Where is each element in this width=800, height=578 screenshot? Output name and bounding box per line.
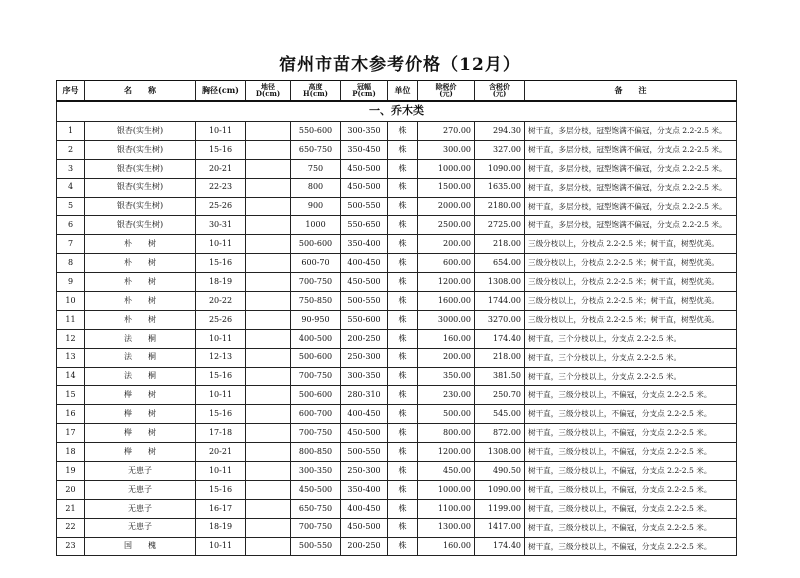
cell-name: 银杏(实生树) bbox=[85, 216, 196, 235]
col-header-ground-diameter bbox=[246, 81, 291, 101]
cell-height: 400-500 bbox=[291, 329, 341, 348]
cell-crown: 280-310 bbox=[341, 386, 388, 405]
cell-pretax-price: 230.00 bbox=[418, 386, 475, 405]
cell-pretax-price: 1300.00 bbox=[418, 518, 475, 537]
cell-pretax-price: 1000.00 bbox=[418, 480, 475, 499]
cell-pretax-price: 1100.00 bbox=[418, 499, 475, 518]
cell-name: 朴 树 bbox=[85, 292, 196, 311]
cell-height: 800-850 bbox=[291, 443, 341, 462]
cell-crown: 200-250 bbox=[341, 537, 388, 556]
col-header-tax-price bbox=[475, 81, 525, 101]
cell-note: 树干直，三级分枝以上，不偏冠，分支点 2.2-2.5 米。 bbox=[525, 443, 737, 462]
cell-pretax-price: 800.00 bbox=[418, 424, 475, 443]
cell-ground-diameter bbox=[246, 405, 291, 424]
cell-height: 700-750 bbox=[291, 518, 341, 537]
cell-tax-price: 1308.00 bbox=[475, 443, 525, 462]
cell-note: 树干直，多层分枝，冠型饱满不偏冠，分支点 2.2-2.5 米。 bbox=[525, 197, 737, 216]
cell-ground-diameter bbox=[246, 443, 291, 462]
section-title: 一、乔木类 bbox=[57, 101, 737, 122]
cell-index: 7 bbox=[57, 235, 85, 254]
cell-note: 树干直，三级分枝以上，不偏冠，分支点 2.2-2.5 米。 bbox=[525, 518, 737, 537]
cell-unit: 株 bbox=[388, 140, 418, 159]
cell-index: 20 bbox=[57, 480, 85, 499]
cell-crown: 550-600 bbox=[341, 310, 388, 329]
cell-height: 600-700 bbox=[291, 405, 341, 424]
cell-dbh: 15-16 bbox=[196, 254, 246, 273]
cell-index: 10 bbox=[57, 292, 85, 311]
cell-height: 500-600 bbox=[291, 386, 341, 405]
cell-height: 500-600 bbox=[291, 348, 341, 367]
cell-height: 500-550 bbox=[291, 537, 341, 556]
cell-pretax-price: 160.00 bbox=[418, 329, 475, 348]
cell-unit: 株 bbox=[388, 273, 418, 292]
table-row bbox=[57, 122, 737, 141]
cell-pretax-price: 1500.00 bbox=[418, 178, 475, 197]
pretax-header-line2: (元) bbox=[439, 89, 453, 99]
cell-name: 朴 树 bbox=[85, 273, 196, 292]
cell-tax-price: 3270.00 bbox=[475, 310, 525, 329]
col-header-dbh: 胸径(cm) bbox=[196, 81, 246, 101]
page-title: 宿州市苗木参考价格（12月） bbox=[279, 55, 521, 75]
cell-name: 朴 树 bbox=[85, 235, 196, 254]
col-header-note: 备 注 bbox=[525, 81, 737, 101]
col-header-unit: 单位 bbox=[388, 81, 418, 101]
cell-index: 19 bbox=[57, 462, 85, 481]
cell-ground-diameter bbox=[246, 216, 291, 235]
cell-height: 550-600 bbox=[291, 122, 341, 141]
cell-note: 树干直，多层分枝，冠型饱满不偏冠，分支点 2.2-2.5 米。 bbox=[525, 216, 737, 235]
cell-index: 12 bbox=[57, 329, 85, 348]
tax-header-line2: (元) bbox=[492, 89, 507, 99]
cell-unit: 株 bbox=[388, 292, 418, 311]
cell-index: 17 bbox=[57, 424, 85, 443]
cell-tax-price: 1090.00 bbox=[475, 480, 525, 499]
cell-name: 朴 树 bbox=[85, 310, 196, 329]
section-row bbox=[57, 101, 737, 122]
table-row bbox=[57, 178, 737, 197]
cell-height: 1000 bbox=[291, 216, 341, 235]
cell-ground-diameter bbox=[246, 518, 291, 537]
cell-unit: 株 bbox=[388, 480, 418, 499]
cell-crown: 450-500 bbox=[341, 518, 388, 537]
cell-note: 三级分枝以上，分枝点 2.2-2.5 米；树干直，树型优美。 bbox=[525, 310, 737, 329]
cell-dbh: 20-21 bbox=[196, 159, 246, 178]
header-row bbox=[57, 81, 737, 101]
ground-header-line2: D(cm) bbox=[255, 89, 281, 99]
cell-note: 三级分枝以上，分枝点 2.2-2.5 米；树干直，树型优美。 bbox=[525, 292, 737, 311]
cell-note: 树干直，三个分枝以上，分支点 2.2-2.5 米。 bbox=[525, 348, 737, 367]
cell-tax-price: 1744.00 bbox=[475, 292, 525, 311]
table-row bbox=[57, 235, 737, 254]
cell-unit: 株 bbox=[388, 537, 418, 556]
cell-unit: 株 bbox=[388, 216, 418, 235]
cell-ground-diameter bbox=[246, 122, 291, 141]
table-row bbox=[57, 499, 737, 518]
cell-name: 银杏(实生树) bbox=[85, 122, 196, 141]
cell-index: 3 bbox=[57, 159, 85, 178]
table-row bbox=[57, 480, 737, 499]
cell-dbh: 10-11 bbox=[196, 122, 246, 141]
tax-header-line1: 含税价 bbox=[489, 81, 510, 91]
table-row bbox=[57, 537, 737, 556]
cell-ground-diameter bbox=[246, 159, 291, 178]
cell-crown: 500-550 bbox=[341, 292, 388, 311]
cell-height: 650-750 bbox=[291, 140, 341, 159]
cell-name: 银杏(实生树) bbox=[85, 197, 196, 216]
cell-crown: 450-500 bbox=[341, 178, 388, 197]
table-row bbox=[57, 462, 737, 481]
cell-index: 23 bbox=[57, 537, 85, 556]
cell-tax-price: 218.00 bbox=[475, 348, 525, 367]
cell-note: 树干直，多层分枝，冠型饱满不偏冠，分支点 2.2-2.5 米。 bbox=[525, 178, 737, 197]
height-header-line1: 高度 bbox=[308, 81, 323, 91]
cell-index: 14 bbox=[57, 367, 85, 386]
cell-pretax-price: 1200.00 bbox=[418, 443, 475, 462]
cell-index: 21 bbox=[57, 499, 85, 518]
cell-crown: 250-300 bbox=[341, 348, 388, 367]
cell-ground-diameter bbox=[246, 348, 291, 367]
crown-header-line2: P(cm) bbox=[352, 89, 376, 99]
cell-dbh: 15-16 bbox=[196, 480, 246, 499]
cell-ground-diameter bbox=[246, 480, 291, 499]
cell-crown: 500-550 bbox=[341, 443, 388, 462]
table-row bbox=[57, 140, 737, 159]
cell-dbh: 17-18 bbox=[196, 424, 246, 443]
cell-ground-diameter bbox=[246, 424, 291, 443]
cell-pretax-price: 200.00 bbox=[418, 348, 475, 367]
cell-ground-diameter bbox=[246, 537, 291, 556]
cell-unit: 株 bbox=[388, 178, 418, 197]
cell-unit: 株 bbox=[388, 122, 418, 141]
cell-dbh: 20-21 bbox=[196, 443, 246, 462]
cell-note: 树干直，三级分枝以上，不偏冠，分支点 2.2-2.5 米。 bbox=[525, 537, 737, 556]
cell-unit: 株 bbox=[388, 159, 418, 178]
cell-unit: 株 bbox=[388, 499, 418, 518]
cell-note: 树干直，三级分枝以上，不偏冠，分支点 2.2-2.5 米。 bbox=[525, 499, 737, 518]
cell-index: 1 bbox=[57, 122, 85, 141]
cell-tax-price: 294.30 bbox=[475, 122, 525, 141]
cell-height: 650-750 bbox=[291, 499, 341, 518]
cell-unit: 株 bbox=[388, 405, 418, 424]
cell-dbh: 10-11 bbox=[196, 537, 246, 556]
cell-height: 750-850 bbox=[291, 292, 341, 311]
cell-unit: 株 bbox=[388, 254, 418, 273]
cell-ground-diameter bbox=[246, 329, 291, 348]
cell-unit: 株 bbox=[388, 518, 418, 537]
cell-pretax-price: 450.00 bbox=[418, 462, 475, 481]
table-row bbox=[57, 329, 737, 348]
cell-crown: 350-450 bbox=[341, 140, 388, 159]
height-header-line2: H(cm) bbox=[303, 89, 328, 99]
cell-ground-diameter bbox=[246, 254, 291, 273]
cell-height: 300-350 bbox=[291, 462, 341, 481]
cell-tax-price: 2725.00 bbox=[475, 216, 525, 235]
cell-index: 18 bbox=[57, 443, 85, 462]
cell-name: 榉 树 bbox=[85, 386, 196, 405]
cell-name: 榉 树 bbox=[85, 443, 196, 462]
cell-unit: 株 bbox=[388, 462, 418, 481]
cell-name: 法 桐 bbox=[85, 329, 196, 348]
cell-index: 22 bbox=[57, 518, 85, 537]
col-header-name: 名 称 bbox=[85, 81, 196, 101]
cell-ground-diameter bbox=[246, 140, 291, 159]
cell-pretax-price: 600.00 bbox=[418, 254, 475, 273]
cell-dbh: 10-11 bbox=[196, 462, 246, 481]
cell-dbh: 15-16 bbox=[196, 140, 246, 159]
cell-tax-price: 174.40 bbox=[475, 537, 525, 556]
col-header-height bbox=[291, 81, 341, 101]
cell-dbh: 30-31 bbox=[196, 216, 246, 235]
cell-index: 11 bbox=[57, 310, 85, 329]
cell-dbh: 18-19 bbox=[196, 273, 246, 292]
cell-height: 750 bbox=[291, 159, 341, 178]
cell-tax-price: 327.00 bbox=[475, 140, 525, 159]
cell-pretax-price: 2500.00 bbox=[418, 216, 475, 235]
cell-ground-diameter bbox=[246, 367, 291, 386]
cell-crown: 400-450 bbox=[341, 254, 388, 273]
cell-pretax-price: 1200.00 bbox=[418, 273, 475, 292]
cell-ground-diameter bbox=[246, 178, 291, 197]
cell-pretax-price: 160.00 bbox=[418, 537, 475, 556]
cell-dbh: 25-26 bbox=[196, 310, 246, 329]
cell-index: 8 bbox=[57, 254, 85, 273]
cell-note: 树干直，三级分枝以上，不偏冠，分支点 2.2-2.5 米。 bbox=[525, 462, 737, 481]
cell-ground-diameter bbox=[246, 386, 291, 405]
cell-crown: 550-650 bbox=[341, 216, 388, 235]
cell-name: 银杏(实生树) bbox=[85, 140, 196, 159]
table-row bbox=[57, 348, 737, 367]
cell-name: 无患子 bbox=[85, 462, 196, 481]
cell-tax-price: 1090.00 bbox=[475, 159, 525, 178]
cell-ground-diameter bbox=[246, 310, 291, 329]
cell-dbh: 10-11 bbox=[196, 235, 246, 254]
cell-name: 朴 树 bbox=[85, 254, 196, 273]
cell-dbh: 20-22 bbox=[196, 292, 246, 311]
cell-tax-price: 218.00 bbox=[475, 235, 525, 254]
crown-header-line1: 冠幅 bbox=[357, 81, 371, 91]
cell-pretax-price: 500.00 bbox=[418, 405, 475, 424]
cell-height: 700-750 bbox=[291, 273, 341, 292]
cell-index: 16 bbox=[57, 405, 85, 424]
cell-dbh: 12-13 bbox=[196, 348, 246, 367]
cell-note: 树干直，三级分枝以上，不偏冠，分支点 2.2-2.5 米。 bbox=[525, 386, 737, 405]
cell-ground-diameter bbox=[246, 197, 291, 216]
cell-pretax-price: 2000.00 bbox=[418, 197, 475, 216]
cell-index: 15 bbox=[57, 386, 85, 405]
table-row bbox=[57, 405, 737, 424]
cell-note: 树干直，三级分枝以上，不偏冠，分支点 2.2-2.5 米。 bbox=[525, 480, 737, 499]
cell-name: 榉 树 bbox=[85, 405, 196, 424]
col-header-crown bbox=[341, 81, 388, 101]
cell-height: 500-600 bbox=[291, 235, 341, 254]
cell-ground-diameter bbox=[246, 499, 291, 518]
cell-height: 450-500 bbox=[291, 480, 341, 499]
cell-ground-diameter bbox=[246, 292, 291, 311]
cell-height: 90-950 bbox=[291, 310, 341, 329]
pretax-header-line1: 除税价 bbox=[435, 81, 457, 91]
cell-crown: 450-500 bbox=[341, 424, 388, 443]
table-row bbox=[57, 386, 737, 405]
cell-tax-price: 381.50 bbox=[475, 367, 525, 386]
table-row bbox=[57, 367, 737, 386]
cell-note: 树干直，三个分枝以上，分支点 2.2-2.5 米。 bbox=[525, 367, 737, 386]
cell-crown: 300-350 bbox=[341, 367, 388, 386]
cell-dbh: 15-16 bbox=[196, 367, 246, 386]
cell-ground-diameter bbox=[246, 235, 291, 254]
cell-index: 5 bbox=[57, 197, 85, 216]
table-row bbox=[57, 424, 737, 443]
cell-dbh: 22-23 bbox=[196, 178, 246, 197]
table-row bbox=[57, 310, 737, 329]
price-table bbox=[56, 80, 737, 556]
cell-height: 800 bbox=[291, 178, 341, 197]
cell-tax-price: 2180.00 bbox=[475, 197, 525, 216]
cell-tax-price: 1308.00 bbox=[475, 273, 525, 292]
cell-crown: 200-250 bbox=[341, 329, 388, 348]
cell-pretax-price: 3000.00 bbox=[418, 310, 475, 329]
cell-tax-price: 174.40 bbox=[475, 329, 525, 348]
cell-dbh: 18-19 bbox=[196, 518, 246, 537]
cell-unit: 株 bbox=[388, 310, 418, 329]
cell-height: 900 bbox=[291, 197, 341, 216]
cell-tax-price: 1635.00 bbox=[475, 178, 525, 197]
cell-name: 法 桐 bbox=[85, 348, 196, 367]
cell-pretax-price: 1000.00 bbox=[418, 159, 475, 178]
col-header-index: 序号 bbox=[57, 81, 85, 101]
cell-name: 国 槐 bbox=[85, 537, 196, 556]
cell-tax-price: 1199.00 bbox=[475, 499, 525, 518]
cell-crown: 350-400 bbox=[341, 480, 388, 499]
cell-unit: 株 bbox=[388, 197, 418, 216]
cell-crown: 250-300 bbox=[341, 462, 388, 481]
cell-note: 三级分枝以上，分枝点 2.2-2.5 米；树干直，树型优美。 bbox=[525, 254, 737, 273]
cell-crown: 450-500 bbox=[341, 273, 388, 292]
cell-pretax-price: 300.00 bbox=[418, 140, 475, 159]
cell-tax-price: 545.00 bbox=[475, 405, 525, 424]
table-row bbox=[57, 197, 737, 216]
cell-dbh: 16-17 bbox=[196, 499, 246, 518]
cell-pretax-price: 1600.00 bbox=[418, 292, 475, 311]
table-row bbox=[57, 292, 737, 311]
cell-tax-price: 872.00 bbox=[475, 424, 525, 443]
cell-pretax-price: 350.00 bbox=[418, 367, 475, 386]
cell-note: 三级分枝以上，分枝点 2.2-2.5 米；树干直，树型优美。 bbox=[525, 273, 737, 292]
col-header-pretax-price bbox=[418, 81, 475, 101]
cell-height: 600-70 bbox=[291, 254, 341, 273]
cell-dbh: 25-26 bbox=[196, 197, 246, 216]
cell-name: 银杏(实生树) bbox=[85, 178, 196, 197]
cell-unit: 株 bbox=[388, 348, 418, 367]
cell-tax-price: 654.00 bbox=[475, 254, 525, 273]
cell-note: 树干直，三个分枝以上，分支点 2.2-2.5 米。 bbox=[525, 329, 737, 348]
cell-crown: 300-350 bbox=[341, 122, 388, 141]
cell-name: 无患子 bbox=[85, 480, 196, 499]
cell-index: 6 bbox=[57, 216, 85, 235]
cell-crown: 500-550 bbox=[341, 197, 388, 216]
cell-crown: 400-450 bbox=[341, 405, 388, 424]
cell-dbh: 10-11 bbox=[196, 386, 246, 405]
cell-name: 无患子 bbox=[85, 518, 196, 537]
cell-unit: 株 bbox=[388, 367, 418, 386]
cell-tax-price: 490.50 bbox=[475, 462, 525, 481]
cell-tax-price: 1417.00 bbox=[475, 518, 525, 537]
cell-unit: 株 bbox=[388, 329, 418, 348]
table-row bbox=[57, 254, 737, 273]
cell-note: 树干直，多层分枝，冠型饱满不偏冠，分支点 2.2-2.5 米。 bbox=[525, 122, 737, 141]
cell-unit: 株 bbox=[388, 424, 418, 443]
cell-index: 4 bbox=[57, 178, 85, 197]
ground-header-line1: 地径 bbox=[261, 81, 275, 91]
cell-name: 无患子 bbox=[85, 499, 196, 518]
cell-crown: 400-450 bbox=[341, 499, 388, 518]
cell-unit: 株 bbox=[388, 443, 418, 462]
cell-index: 13 bbox=[57, 348, 85, 367]
cell-name: 法 桐 bbox=[85, 367, 196, 386]
table-row bbox=[57, 518, 737, 537]
cell-crown: 450-500 bbox=[341, 159, 388, 178]
cell-height: 700-750 bbox=[291, 367, 341, 386]
cell-pretax-price: 200.00 bbox=[418, 235, 475, 254]
cell-ground-diameter bbox=[246, 462, 291, 481]
table-row bbox=[57, 159, 737, 178]
cell-crown: 350-400 bbox=[341, 235, 388, 254]
cell-unit: 株 bbox=[388, 235, 418, 254]
cell-note: 树干直，多层分枝，冠型饱满不偏冠，分支点 2.2-2.5 米。 bbox=[525, 159, 737, 178]
cell-ground-diameter bbox=[246, 273, 291, 292]
cell-note: 树干直，三级分枝以上，不偏冠，分支点 2.2-2.5 米。 bbox=[525, 424, 737, 443]
cell-index: 2 bbox=[57, 140, 85, 159]
cell-pretax-price: 270.00 bbox=[418, 122, 475, 141]
cell-note: 树干直，多层分枝，冠型饱满不偏冠，分支点 2.2-2.5 米。 bbox=[525, 140, 737, 159]
cell-note: 树干直，三级分枝以上，不偏冠，分支点 2.2-2.5 米。 bbox=[525, 405, 737, 424]
cell-dbh: 15-16 bbox=[196, 405, 246, 424]
cell-name: 银杏(实生树) bbox=[85, 159, 196, 178]
cell-dbh: 10-11 bbox=[196, 329, 246, 348]
table-row bbox=[57, 216, 737, 235]
table-row bbox=[57, 273, 737, 292]
table-row bbox=[57, 443, 737, 462]
cell-index: 9 bbox=[57, 273, 85, 292]
cell-height: 700-750 bbox=[291, 424, 341, 443]
cell-name: 榉 树 bbox=[85, 424, 196, 443]
cell-unit: 株 bbox=[388, 386, 418, 405]
cell-tax-price: 250.70 bbox=[475, 386, 525, 405]
cell-note: 三级分枝以上，分枝点 2.2-2.5 米；树干直，树型优美。 bbox=[525, 235, 737, 254]
